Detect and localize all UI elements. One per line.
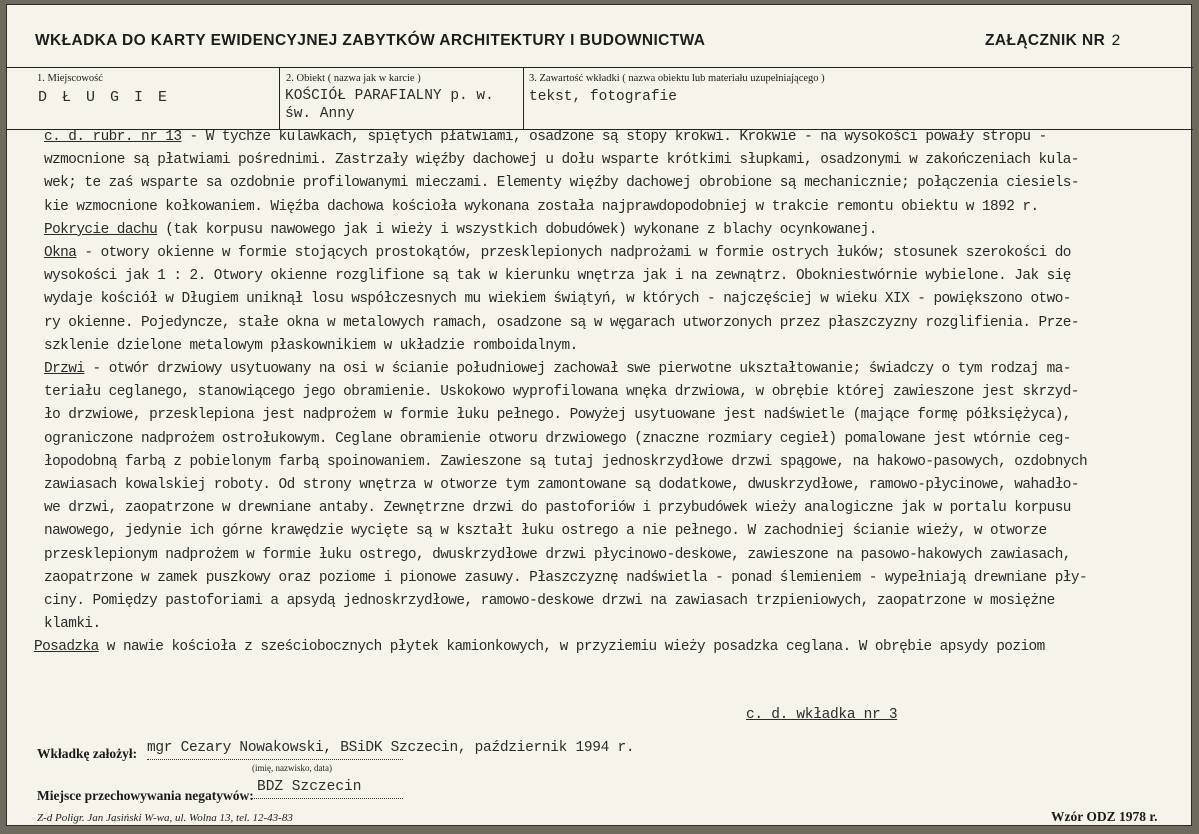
form-code: Wzór ODZ 1978 r. (1051, 809, 1158, 824)
body-line (44, 407, 1071, 423)
body-line (44, 268, 1071, 284)
line-text: wysokości jak 1 : 2. Otwory okienne rozglifione są tak w kierunku wnętrza jak i na zewnątrz. Obokniestwórnie wybielone. Jak się (44, 268, 1071, 285)
section-heading: Posadzka (34, 639, 99, 656)
body-line (44, 222, 877, 238)
line-text: wydaje kościół w Długiem uniknął losu współczesnych mu wiekiem świątyń, w których - najczęściej w wieku XIX - powiększono otwo- (44, 291, 1071, 308)
body-line (44, 175, 1079, 191)
body-line (44, 384, 1079, 400)
body-line (44, 129, 1047, 145)
body-line (44, 477, 1079, 493)
line-text: - otwory okienne w formie stojących prostokątów, przesklepionych nadprożami w formie ostrych łuków; stosunek szerokości do (76, 245, 1071, 261)
storage-label: Miejsce przechowywania negatywów: (37, 788, 254, 803)
body-line (44, 523, 1047, 539)
section-heading: Drzwi (44, 361, 85, 377)
line-text: ło drzwiowe, przesklepiona jest nadprożem w formie łuku pełnego. Powyżej usytuowane jest nadświetle (mające formę półksiężyca), (44, 407, 1071, 424)
line-text: - otwór drzwiowy usytuowany na osi w ścianie południowej zachował swe pierwotne ukształtowanie; świadczy o tym rodzaj ma- (84, 361, 1071, 377)
annex-label-text: ZAŁĄCZNIK NR (985, 32, 1106, 49)
line-text: ograniczone nadprożem ostrołukowym. Ceglane obramienie otworu drzwiowego (znaczne rozmiary cegieł) pomalowane jest wtórnie ceg- (44, 430, 1071, 447)
line-text: zaopatrzone w zamek puszkowy oraz poziome i pionowe zasuwy. Płaszczyznę nadświetla - ponad ślemieniem - wypełniają drewniane pły- (44, 569, 1088, 586)
body-line (44, 593, 1055, 609)
object-label: 2. Obiekt ( nazwa jak w karcie ) (286, 73, 421, 84)
line-text: przesklepionym nadprożem w formie łuku ostrego, dwuskrzydłowe drzwi płycinowo-deskowe, zawieszone na pasowo-hakowych zawiasach, (44, 546, 1071, 563)
author-dotted-line (147, 759, 403, 760)
line-text: ciny. Pomiędzy pastoforiami a apsydą jednoskrzydłowe, ramowo-deskowe drzwi na zawiasach trzpieniowych, zaopatrzone w mosiężne (44, 593, 1055, 609)
field-divider-2 (523, 68, 524, 129)
body-line (44, 547, 1071, 563)
locality-value: D Ł U G I E (38, 89, 171, 106)
section-heading: Pokrycie dachu (44, 221, 158, 238)
body-line (44, 500, 1071, 516)
field-divider-1 (279, 68, 280, 129)
section-heading: c. d. rubr. nr 13 (44, 129, 182, 145)
card-title: WKŁADKA DO KARTY EWIDENCYJNEJ ZABYTKÓW ARCHITEKTURY I BUDOWNICTWA (35, 32, 706, 49)
object-value-line1: KOŚCIÓŁ PARAFIALNY p. w. (285, 88, 494, 104)
body-line (44, 199, 1039, 215)
annex-label (985, 32, 1121, 50)
line-text: (tak korpusu nawowego jak i wieży i wszystkich dobudówek) wykonane z blachy ocynkowanej. (157, 221, 877, 238)
object-value-line2: św. Anny (285, 106, 355, 122)
line-text: teriału ceglanego, stanowiącego jego obramienie. Uskokowo wyprofilowana wnęka drzwiowa, w obrębie której zawieszone jest skrzyd- (44, 384, 1079, 401)
line-text: wek; te zaś wsparte sa ozdobnie profilowanymi mieczami. Elementy więźby dachowej obrobione są mechanicznie; połączenia ciesiels- (44, 175, 1079, 192)
annex-number: 2 (1111, 32, 1121, 50)
line-text: szklenie dzielone metalowym płaskownikiem w układzie romboidalnym. (44, 337, 578, 354)
body-line (34, 639, 1045, 655)
line-text: wzmocnione są płatwiami pośrednimi. Zastrzały więźby dachowej u dołu wsparte krótkimi słupkami, osadzonymi w zakończeniach kula- (44, 152, 1079, 169)
line-text: klamki. (44, 616, 101, 633)
line-text: - W tychże kulawkach, spiętych płatwiami, osadzone są stopy krokwi. Krokwie - na wysokości powały stropu - (181, 129, 1047, 145)
line-text: kie wzmocnione kołkowaniem. Więźba dachowa kościoła wykonana została najprawdopodobniej w trakcie remontu obiektu w 1892 r. (44, 198, 1039, 215)
body-line (44, 570, 1087, 586)
storage-value: BDZ Szczecin (257, 779, 362, 795)
line-text: łopodobną farbą z pobielonym farbą spoinowaniem. Zawieszone są tutaj jednoskrzydłowe drzwi spągowe, na hakowo-pasowych, ozdobnych (44, 453, 1088, 470)
body-line (44, 431, 1071, 447)
content-label: 3. Zawartość wkładki ( nazwa obiektu lub materiału uzupełniającego ) (529, 73, 825, 84)
line-text: zawiasach kowalskiej roboty. Od strony wnętrza w otworze tym zamontowane są dodatkowe, dwuskrzydłowe, ramowo-płycinowe, wahadło- (44, 477, 1079, 493)
section-heading: Okna (44, 245, 77, 261)
line-text: nawowego, jedynie ich górne krawędzie wycięte są w kształt łuku ostrego a nie pełnego. W zachodniej ścianie wieży, w otworze (44, 523, 1047, 540)
storage-dotted-line (251, 798, 403, 799)
locality-label: 1. Miejscowość (37, 73, 103, 84)
line-text: ry okienne. Pojedyncze, stałe okna w metalowych ramach, osadzone są w węgarach utworzonych przez płaszczyzny rozglifienia. Prze- (44, 314, 1079, 331)
continuation-note: c. d. wkładka nr 3 (746, 707, 898, 723)
body-line (44, 338, 578, 354)
printer-imprint: Z-d Poligr. Jan Jasiński W-wa, ul. Wolna 13, tel. 12-43-83 (37, 812, 293, 824)
body-line (44, 454, 1087, 470)
body-line (44, 361, 1071, 377)
body-line (44, 315, 1079, 331)
body-line (44, 616, 101, 632)
header-rule-top (7, 67, 1193, 68)
record-card (6, 4, 1192, 826)
body-line (44, 152, 1079, 168)
author-label: Wkładkę założył: (37, 746, 138, 761)
line-text: we drzwi, zaopatrzone w drewniane antaby. Zewnętrzne drzwi do pastoforiów i przybudówek wieży analogiczne jak w portalu korpusu (44, 500, 1071, 517)
content-value: tekst, fotografie (529, 89, 677, 105)
author-caption: (imię, nazwisko, data) (252, 763, 332, 773)
body-line (44, 291, 1071, 307)
body-line (44, 245, 1071, 261)
line-text: w nawie kościoła z sześciobocznych płytek kamionkowych, w przyziemiu wieży posadzka ceglana. W obrębie apsydy poziom (98, 639, 1045, 656)
author-value: mgr Cezary Nowakowski, BSiDK Szczecin, październik 1994 r. (147, 740, 635, 756)
